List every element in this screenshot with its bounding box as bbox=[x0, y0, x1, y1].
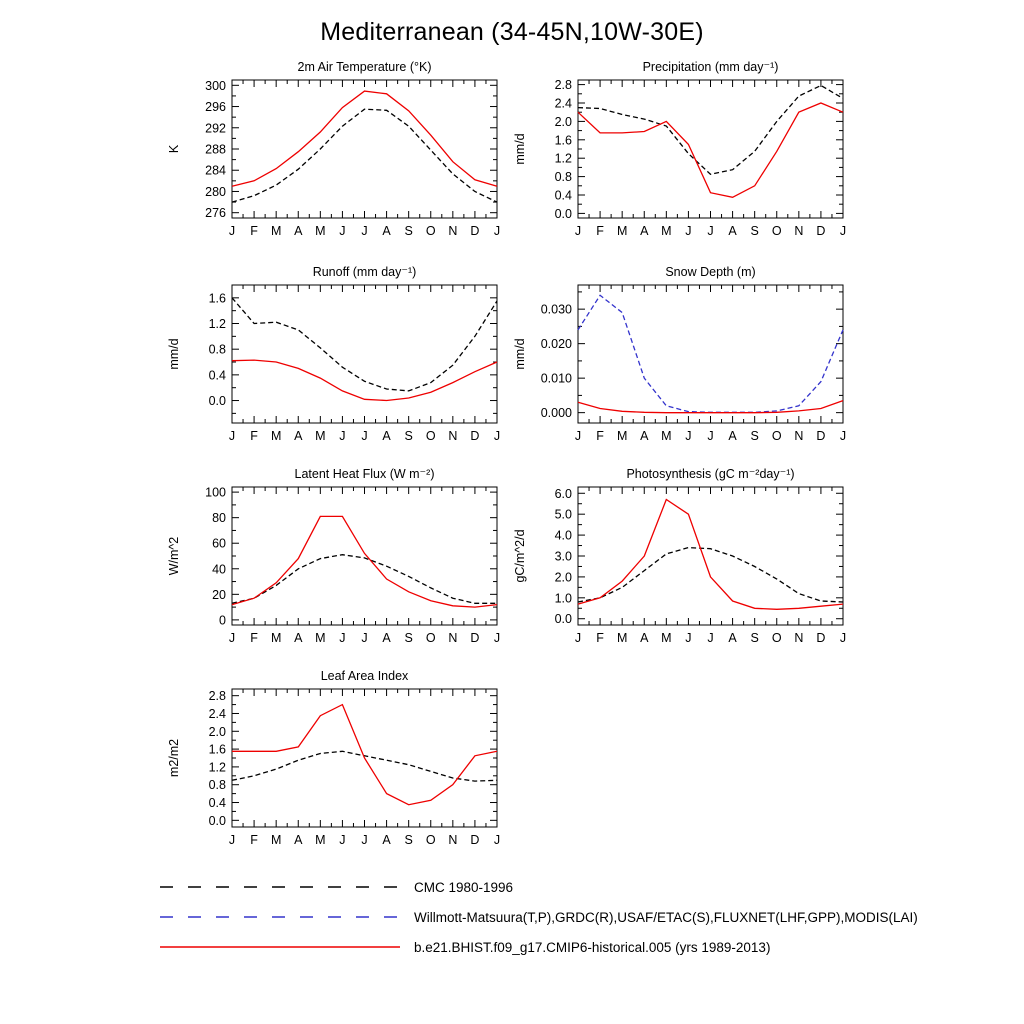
photosynthesis-chart bbox=[510, 465, 856, 657]
x-tick-label: S bbox=[750, 224, 759, 238]
x-tick-label: D bbox=[816, 429, 826, 443]
x-tick-label: M bbox=[616, 224, 628, 238]
x-tick-label: A bbox=[640, 429, 649, 443]
x-tick-label: S bbox=[404, 833, 413, 847]
x-tick-label: J bbox=[361, 429, 368, 443]
y-tick-label: 6.0 bbox=[554, 486, 572, 501]
page-title: Mediterranean (34-45N,10W-30E) bbox=[320, 18, 704, 46]
x-tick-label: O bbox=[425, 224, 436, 238]
y-tick-label: 0.010 bbox=[540, 371, 572, 386]
y-tick-label: 288 bbox=[205, 142, 226, 157]
x-tick-label: J bbox=[228, 429, 236, 443]
x-tick-label: D bbox=[816, 224, 826, 238]
y-tick-label: 2.4 bbox=[554, 96, 572, 111]
y-tick-label: 4.0 bbox=[554, 528, 572, 543]
y-tick-label: 296 bbox=[205, 100, 226, 115]
y-tick-label: 300 bbox=[205, 78, 226, 93]
x-tick-label: F bbox=[250, 833, 258, 847]
y-tick-label: 0.8 bbox=[208, 342, 226, 357]
x-tick-label: N bbox=[794, 429, 804, 443]
y-tick-label: 0 bbox=[219, 613, 226, 628]
x-tick-label: M bbox=[315, 833, 326, 847]
y-tick-label: 0.000 bbox=[540, 406, 572, 421]
x-tick-label: F bbox=[250, 429, 258, 443]
x-tick-label: N bbox=[448, 833, 458, 847]
x-tick-label: N bbox=[448, 224, 458, 238]
y-tick-label: 1.6 bbox=[554, 133, 572, 148]
y-tick-label: 276 bbox=[205, 206, 226, 221]
y-axis-label: gC/m^2/d bbox=[513, 529, 527, 583]
x-tick-label: A bbox=[728, 631, 737, 645]
x-tick-label: M bbox=[661, 429, 672, 443]
x-tick-label: F bbox=[596, 631, 604, 645]
x-tick-label: O bbox=[771, 224, 782, 238]
series-model bbox=[232, 516, 497, 607]
legend-line-model-icon bbox=[160, 940, 400, 954]
legend-label-model: b.e21.BHIST.f09_g17.CMIP6-historical.005 (yrs 1989-2013) bbox=[414, 939, 771, 955]
x-tick-label: O bbox=[771, 631, 782, 645]
y-tick-label: 0.020 bbox=[540, 337, 572, 352]
x-tick-label: A bbox=[382, 429, 391, 443]
x-tick-label: O bbox=[771, 429, 782, 443]
panel-title: Precipitation (mm day⁻¹) bbox=[642, 60, 779, 74]
y-axis-label: m2/m2 bbox=[167, 738, 181, 778]
y-tick-label: 1.2 bbox=[208, 317, 226, 332]
series-obs bbox=[578, 295, 843, 412]
x-tick-label: F bbox=[596, 224, 604, 238]
legend-line-obs-icon bbox=[160, 910, 400, 924]
x-tick-label: J bbox=[839, 224, 847, 238]
x-tick-label: A bbox=[382, 833, 391, 847]
y-tick-label: 0.8 bbox=[208, 778, 226, 793]
panel-title: Leaf Area Index bbox=[320, 669, 409, 683]
series-cmc bbox=[232, 109, 497, 202]
y-tick-label: 2.4 bbox=[208, 706, 226, 721]
runoff-chart bbox=[164, 263, 510, 455]
x-tick-label: M bbox=[270, 429, 282, 443]
panel-photosynthesis bbox=[510, 465, 856, 662]
x-tick-label: N bbox=[794, 224, 804, 238]
x-tick-label: F bbox=[250, 224, 258, 238]
x-tick-label: J bbox=[361, 631, 368, 645]
x-tick-label: J bbox=[228, 631, 236, 645]
y-tick-label: 284 bbox=[205, 163, 226, 178]
series-model bbox=[578, 500, 843, 610]
x-tick-label: O bbox=[425, 429, 436, 443]
y-tick-label: 0.0 bbox=[208, 813, 226, 828]
y-tick-label: 100 bbox=[205, 485, 226, 500]
x-tick-label: F bbox=[596, 429, 604, 443]
x-tick-label: J bbox=[361, 833, 368, 847]
x-tick-label: N bbox=[448, 631, 458, 645]
x-tick-label: J bbox=[493, 833, 501, 847]
x-tick-label: J bbox=[685, 631, 692, 645]
panel-title: Photosynthesis (gC m⁻²day⁻¹) bbox=[626, 467, 795, 481]
x-tick-label: J bbox=[339, 429, 346, 443]
x-tick-label: A bbox=[382, 631, 391, 645]
x-tick-label: J bbox=[574, 631, 582, 645]
panel-air-temperature bbox=[164, 58, 510, 255]
leaf-area-index-chart bbox=[164, 667, 510, 859]
x-tick-label: J bbox=[228, 224, 236, 238]
plot-frame bbox=[578, 80, 843, 218]
x-tick-label: A bbox=[294, 224, 303, 238]
y-axis-label: W/m^2 bbox=[167, 536, 181, 576]
panel-title: Runoff (mm day⁻¹) bbox=[312, 265, 417, 279]
x-tick-label: J bbox=[493, 631, 501, 645]
x-tick-label: J bbox=[339, 631, 346, 645]
plot-frame bbox=[578, 487, 843, 625]
y-tick-label: 1.0 bbox=[554, 591, 572, 606]
y-tick-label: 0.0 bbox=[208, 394, 226, 409]
y-axis-label: mm/d bbox=[513, 133, 527, 165]
y-tick-label: 0.4 bbox=[554, 188, 572, 203]
x-tick-label: J bbox=[707, 631, 714, 645]
panel-title: 2m Air Temperature (°K) bbox=[297, 60, 432, 74]
x-tick-label: A bbox=[640, 631, 649, 645]
y-tick-label: 2.8 bbox=[554, 78, 572, 93]
x-tick-label: M bbox=[315, 631, 326, 645]
x-tick-label: N bbox=[794, 631, 804, 645]
x-tick-label: M bbox=[616, 631, 628, 645]
legend-row-cmc bbox=[160, 872, 918, 902]
x-tick-label: M bbox=[661, 631, 672, 645]
y-tick-label: 2.8 bbox=[208, 689, 226, 704]
x-tick-label: D bbox=[470, 429, 480, 443]
panel-title: Latent Heat Flux (W m⁻²) bbox=[294, 467, 435, 481]
series-model bbox=[578, 401, 843, 413]
x-tick-label: J bbox=[685, 224, 692, 238]
y-tick-label: 1.2 bbox=[208, 760, 226, 775]
x-tick-label: J bbox=[574, 429, 582, 443]
x-tick-label: D bbox=[470, 224, 480, 238]
legend bbox=[160, 872, 918, 962]
y-tick-label: 2.0 bbox=[554, 570, 572, 585]
plot-frame bbox=[232, 80, 497, 218]
y-axis-label: mm/d bbox=[167, 338, 181, 370]
series-cmc bbox=[232, 298, 497, 391]
x-tick-label: S bbox=[404, 631, 413, 645]
plot-frame bbox=[232, 285, 497, 423]
x-tick-label: O bbox=[425, 631, 436, 645]
y-tick-label: 0.4 bbox=[208, 368, 226, 383]
legend-row-obs bbox=[160, 902, 918, 932]
x-tick-label: J bbox=[493, 429, 501, 443]
x-tick-label: M bbox=[661, 224, 672, 238]
x-tick-label: D bbox=[470, 631, 480, 645]
y-tick-label: 0.4 bbox=[208, 796, 226, 811]
x-tick-label: A bbox=[382, 224, 391, 238]
series-model bbox=[232, 360, 497, 400]
y-tick-label: 0.030 bbox=[540, 302, 572, 317]
series-cmc bbox=[232, 555, 497, 604]
legend-row-model bbox=[160, 932, 918, 962]
y-axis-label: mm/d bbox=[513, 338, 527, 370]
x-tick-label: A bbox=[294, 833, 303, 847]
y-tick-label: 3.0 bbox=[554, 549, 572, 564]
x-tick-label: S bbox=[404, 224, 413, 238]
series-model bbox=[232, 705, 497, 805]
x-tick-label: O bbox=[425, 833, 436, 847]
x-tick-label: M bbox=[616, 429, 628, 443]
x-tick-label: M bbox=[270, 224, 282, 238]
panel-runoff bbox=[164, 263, 510, 460]
plot-frame bbox=[232, 487, 497, 625]
x-tick-label: J bbox=[574, 224, 582, 238]
y-tick-label: 292 bbox=[205, 121, 226, 136]
y-tick-label: 0.0 bbox=[554, 206, 572, 221]
x-tick-label: J bbox=[339, 833, 346, 847]
y-tick-label: 80 bbox=[212, 511, 226, 526]
snow-depth-chart bbox=[510, 263, 856, 455]
x-tick-label: M bbox=[315, 429, 326, 443]
y-tick-label: 2.0 bbox=[208, 724, 226, 739]
x-tick-label: A bbox=[294, 631, 303, 645]
y-tick-label: 0.0 bbox=[554, 612, 572, 627]
x-tick-label: J bbox=[839, 631, 847, 645]
y-tick-label: 1.6 bbox=[208, 291, 226, 306]
x-tick-label: A bbox=[728, 224, 737, 238]
x-tick-label: J bbox=[839, 429, 847, 443]
panel-precipitation bbox=[510, 58, 856, 255]
x-tick-label: D bbox=[470, 833, 480, 847]
series-cmc bbox=[578, 86, 843, 175]
x-tick-label: F bbox=[250, 631, 258, 645]
series-cmc bbox=[232, 751, 497, 781]
air-temperature-chart bbox=[164, 58, 510, 250]
y-tick-label: 1.6 bbox=[208, 742, 226, 757]
x-tick-label: M bbox=[315, 224, 326, 238]
x-tick-label: M bbox=[270, 833, 282, 847]
y-tick-label: 2.0 bbox=[554, 114, 572, 129]
x-tick-label: N bbox=[448, 429, 458, 443]
legend-line-cmc-icon bbox=[160, 880, 400, 894]
x-tick-label: J bbox=[339, 224, 346, 238]
x-tick-label: J bbox=[493, 224, 501, 238]
x-tick-label: M bbox=[270, 631, 282, 645]
x-tick-label: J bbox=[685, 429, 692, 443]
panel-title: Snow Depth (m) bbox=[665, 265, 756, 279]
y-tick-label: 0.8 bbox=[554, 170, 572, 185]
x-tick-label: J bbox=[707, 224, 714, 238]
x-tick-label: A bbox=[728, 429, 737, 443]
panel-snow-depth bbox=[510, 263, 856, 460]
y-tick-label: 20 bbox=[212, 587, 226, 602]
y-tick-label: 60 bbox=[212, 536, 226, 551]
x-tick-label: D bbox=[816, 631, 826, 645]
y-tick-label: 40 bbox=[212, 562, 226, 577]
series-model bbox=[578, 103, 843, 197]
legend-label-cmc: CMC 1980-1996 bbox=[414, 879, 514, 895]
y-tick-label: 1.2 bbox=[554, 151, 572, 166]
x-tick-label: S bbox=[404, 429, 413, 443]
x-tick-label: J bbox=[361, 224, 368, 238]
precipitation-chart bbox=[510, 58, 856, 250]
x-tick-label: S bbox=[750, 631, 759, 645]
x-tick-label: A bbox=[294, 429, 303, 443]
y-axis-label: K bbox=[167, 144, 181, 154]
panel-latent-heat-flux bbox=[164, 465, 510, 662]
x-tick-label: J bbox=[228, 833, 236, 847]
series-cmc bbox=[578, 548, 843, 602]
latent-heat-flux-chart bbox=[164, 465, 510, 657]
y-tick-label: 280 bbox=[205, 184, 226, 199]
x-tick-label: J bbox=[707, 429, 714, 443]
panel-leaf-area-index bbox=[164, 667, 510, 864]
series-model bbox=[232, 91, 497, 186]
plot-frame bbox=[578, 285, 843, 423]
x-tick-label: S bbox=[750, 429, 759, 443]
x-tick-label: A bbox=[640, 224, 649, 238]
y-tick-label: 5.0 bbox=[554, 507, 572, 522]
legend-label-obs: Willmott-Matsuura(T,P),GRDC(R),USAF/ETAC(S),FLUXNET(LHF,GPP),MODIS(LAI) bbox=[414, 909, 918, 925]
